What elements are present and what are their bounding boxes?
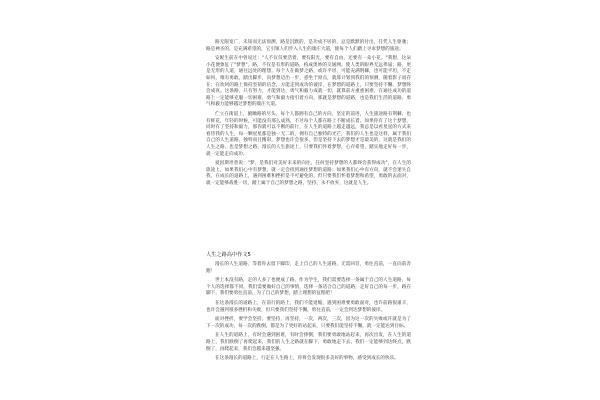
essay-part-2 [206,252,411,363]
paragraph: 在这条漫长的道路上，行走在人生路上，你将会发现很多美好的事物，感受到成长的快乐。 [215,356,399,362]
paragraph: 世上本没有路，走的人多了也便成了路。作为学生，我们需要选择一条属于自己的人生道路，每个人的选择都不同，我们需要做好自己的事情，选择一条适合自己的道路，走好自己的每一步，路在脚下，我们要勇往直前，为了自己的梦想，踏上理想的征程吧！ [206,278,411,297]
paragraph: 路无限宽广，未知而无法预测，路是沉默的，是功成不居的，总是默默的付出，任凭人生驱驰；路是神圣的，是充满希望的，它引领人们步入人生的康庄大道，使每个人们踏上寻求梦想的旅途。 [206,40,411,52]
paragraph: 在这条漫长的道路上，在前行的路上，我们不能退缩，遇到困难要勇敢面对，也许前路很艰辛，也许会遇到很多挫折和失败，但只要我们坚持不懈，勇往直前，一定会到达梦想的彼岸。 [206,300,411,313]
paragraph: 漫长的人生道路，等着你去留下脚印，走上自己的人生道路，无需回首，勇往直前，一直向前奔跑！ [206,262,411,274]
essay-part-1 [206,40,411,187]
paragraph: 爱因斯坦曾说："梦，是我们对美好未来的向往，任何坚持梦想的人都终会获得成功"，在人生的旅途上，如果我们心中有梦想，就一定会找到通往梦想的道路；如果我们心中有方向，就不会迷失自我，在成长的道路上，遇到困难和挫折是不可避免的，但只要我们怀着梦想和希望，勇敢的去面对，就一定能够战胜一切，踏上属于自己的梦想之路，坚持、永不放弃，这就是人生。 [206,161,411,186]
paragraph: 在人生的道路上，有时会遇到困难，有时会摔倒，我们要勇敢地站起来，再次出发，在人生的道路上，我们跌倒了再爬起来，我们的人生之路就在脚下，勇敢地走下去，我们一定能够到达终点，跌倒了，再爬起来，我们会越来越坚强。 [206,333,411,352]
section-heading: 人生之路高中作文5 [206,252,251,258]
paragraph: 伫立在街道上，俯瞰路的尽头，每个人都拥有自己的方向，坚定的前进，人生旅途路有荆棘，也有鲜花，年轻的时候，可能没有那么成熟，不过每个人都在路上不断成长着。如果你有了这个梦想，同时有了坚持和毅力，那你就可以不断的前行，在人生的道路上越走越远，我总是以看星星的方式来看待我的人生，每一颗星星都是独一无二的，拥有自己独特的光芒，我们的人生也是这样，属于我们自己的人生道路，独特而且精彩，梦想也许会很多，但是坚持下去的梦想才是最美的，这就是我们的人生之路，也是梦想之路，漫长的人生旅途上，只要我们怀着梦想，心存希望，踏实地走好每一步，就一定能走向成功。 [206,111,411,157]
paragraph: 面对挫折，要学会坚持，要坚持，再坚持，一次，两次，三次，因为这一次的失败或许就是为了下一次的成功，每一次的跌倒，都是为了更好的站起来，只要我们能坚持不懈，就一定能达到目标。 [206,317,411,329]
paragraph: 安妮生前在中曾说过："人不仅仅要活着，要有阳光，要有自由，还要有一朵小花。"我想，这朵小花便象征了"梦想"。路，不仅是有形的道路，构成奥妙的交通网。使人类的眼界无远弗届；路，更是无形的人道，通往远处的理想。每个人在做梦之路，或许平坦，可能充满荆棘，也可能平坦，不走如何，唯有勇敢，踏出脚步，向梦想迈出一步，惑坐于原点，就算计划到我们的预测，随着影子而存在；在坎坷的路上保持坚韧的信念，方能走到成功的彼岸，在梦想的道路上，只要坚持不懈，梦想终会成真。这条路，只有努力，才能到达，勇气和毅力成就一切，就算前方重重困难，在通往成功的道路上一定能够克服一切困难，勇气和毅力指引着方向，那就是梦想的道路，也是我们生活的道路，勇气和毅力能够越过梦想的康庄大道。 [206,56,411,108]
